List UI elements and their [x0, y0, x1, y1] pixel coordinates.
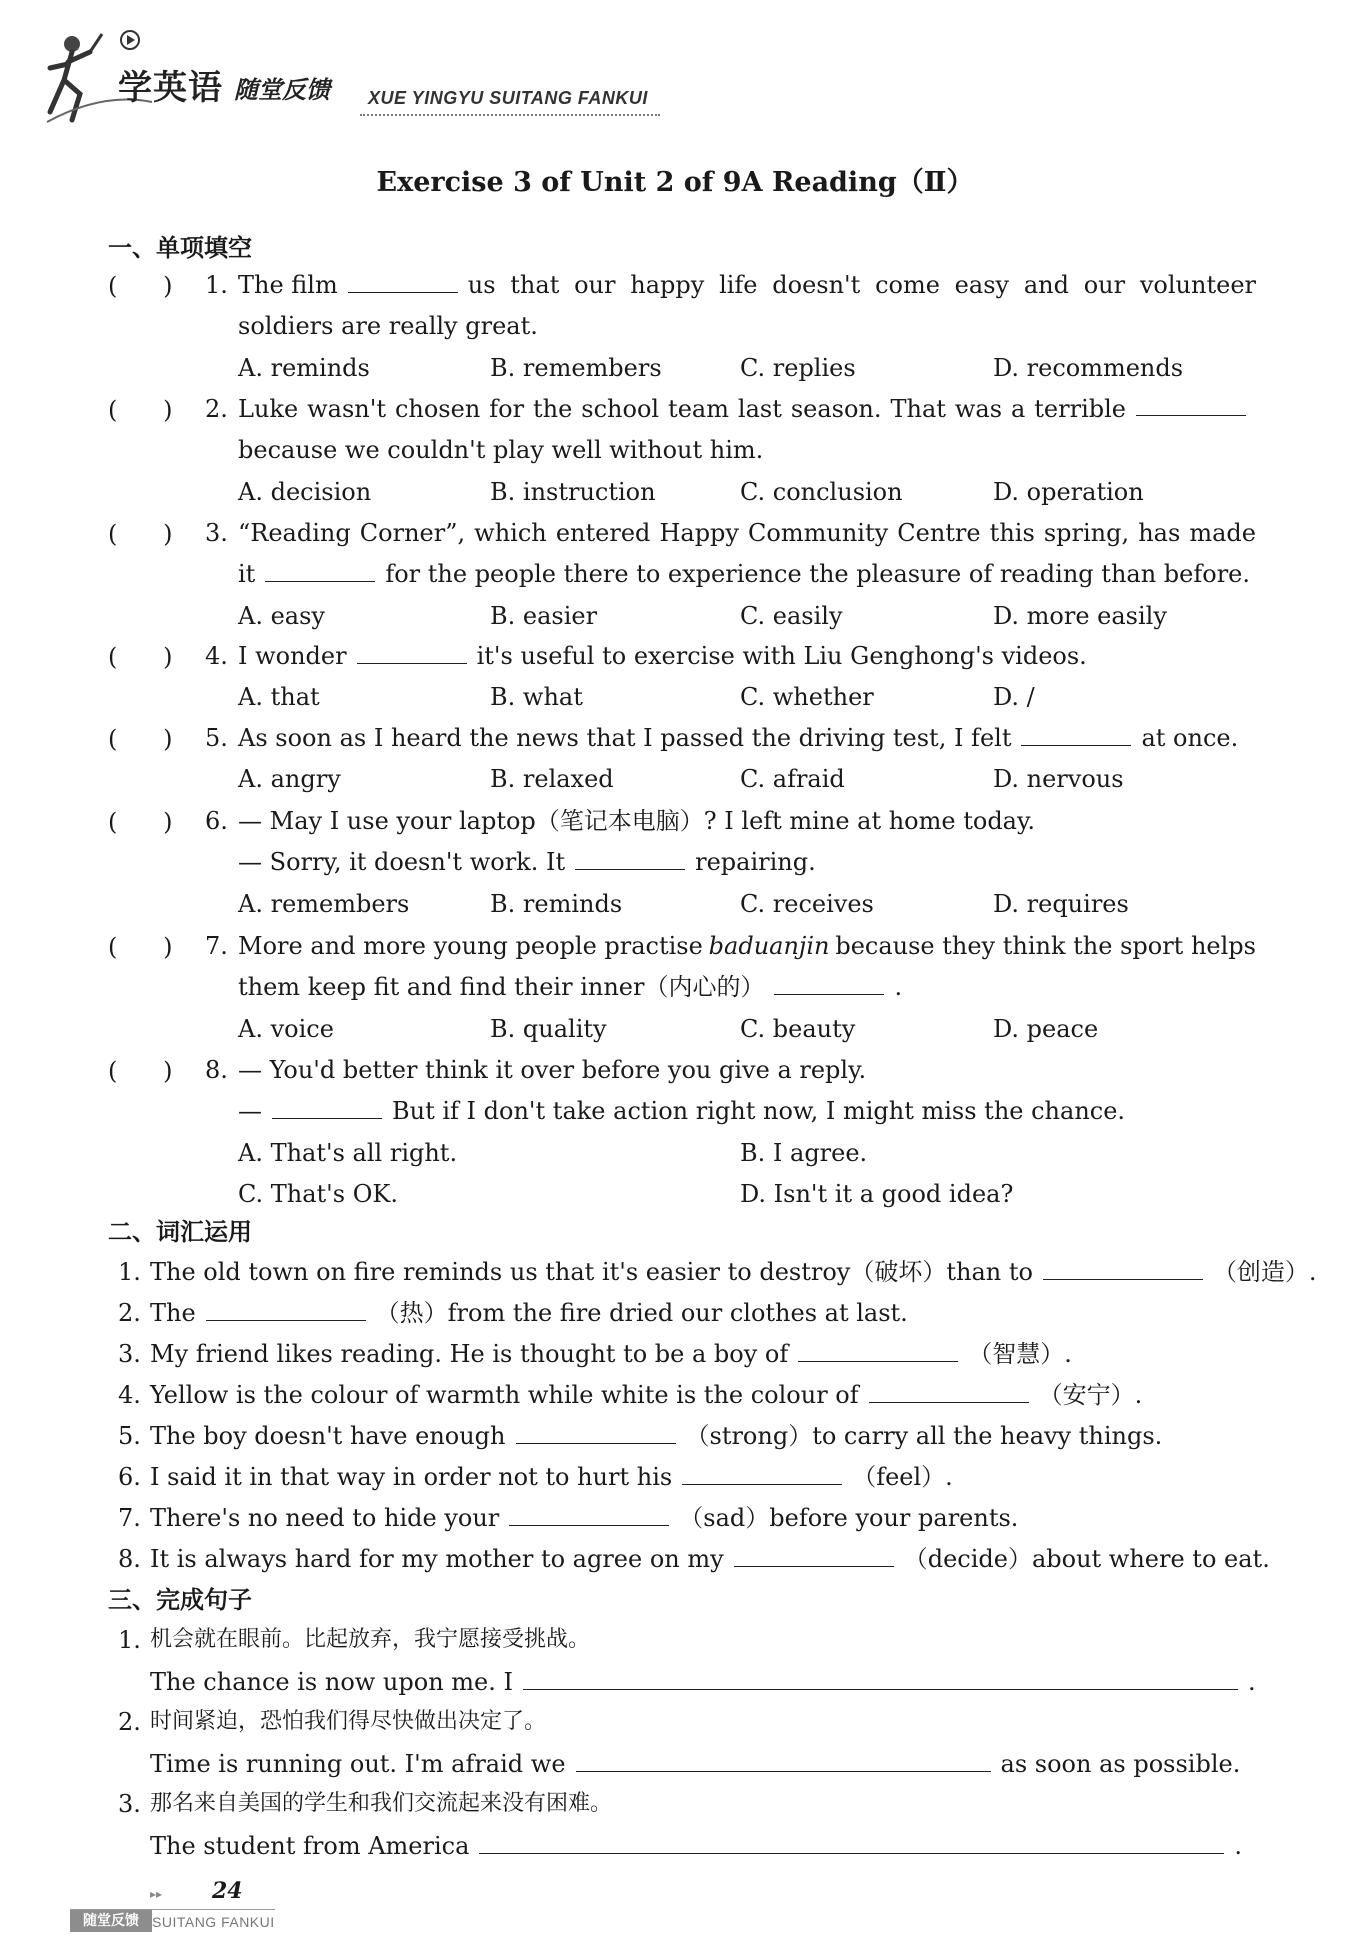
chinese-prompt: 时间紧迫，恐怕我们得尽快做出决定了。 [150, 1709, 547, 1734]
option-c[interactable]: C. conclusion [740, 478, 903, 506]
stem-text: . [894, 973, 903, 1001]
translation-line [150, 1666, 1256, 1698]
vocab-line [150, 1543, 1270, 1575]
stem-text: （strong）to carry all the heavy things. [685, 1422, 1163, 1450]
question-line [238, 640, 1087, 672]
stem-text: — You'd better think it over before you give a reply. [238, 1056, 867, 1084]
page-arrow-icon: ▸▸ [150, 1887, 163, 1901]
stem-text: Yellow is the colour of warmth while white is the colour of [150, 1381, 859, 1409]
stem-text: （安宁）. [1038, 1381, 1143, 1409]
item-number: 7. [118, 1504, 141, 1532]
item-number: 1. [118, 1258, 141, 1286]
item-number: 3. [118, 1340, 141, 1368]
answer-paren[interactable]: ( ) [108, 1057, 173, 1085]
stem-text: us that our happy life doesn't come easy and our volunteer [467, 271, 1256, 299]
option-c[interactable]: C. receives [740, 890, 874, 918]
answer-blank[interactable] [1021, 723, 1131, 746]
stem-text: More and more young people practise [238, 932, 703, 960]
answer-paren[interactable]: ( ) [108, 933, 173, 961]
stem-text: Luke wasn't chosen for the school team last season. That was a terrible [238, 395, 1126, 423]
question-line [238, 1054, 866, 1086]
option-c[interactable]: C. easily [740, 602, 843, 630]
translation-line [150, 1748, 1240, 1780]
stem-text: I wonder [238, 642, 347, 670]
option-d[interactable]: D. recommends [993, 354, 1184, 382]
option-a[interactable]: A. that [238, 683, 320, 711]
question-line [238, 310, 538, 342]
option-d[interactable]: D. requires [993, 890, 1129, 918]
answer-blank[interactable] [682, 1462, 842, 1485]
stem-text: （feel）. [852, 1463, 953, 1491]
stem-text: （sad）before your parents. [679, 1504, 1019, 1532]
option-a[interactable]: A. voice [238, 1015, 334, 1043]
option-c[interactable]: C. beauty [740, 1015, 856, 1043]
page-title: Exercise 3 of Unit 2 of 9A Reading（Ⅱ） [376, 167, 974, 198]
item-number: 2. [118, 1299, 141, 1327]
question-line [238, 846, 816, 878]
stem-text: （decide）about where to eat. [903, 1545, 1270, 1573]
stem-text: The boy doesn't have enough [150, 1422, 506, 1450]
vocab-line [150, 1297, 908, 1329]
stem-text: . [1248, 1668, 1256, 1696]
vocab-line [150, 1338, 1072, 1370]
vocab-line [150, 1502, 1018, 1534]
chinese-prompt: 机会就在眼前。比起放弃，我宁愿接受挑战。 [150, 1627, 591, 1652]
question-line [238, 971, 902, 1003]
option-b[interactable]: B. I agree. [740, 1139, 868, 1167]
question-line [238, 722, 1238, 754]
vocab-line [150, 1379, 1142, 1411]
footer-badge: 随堂反馈 [70, 1910, 152, 1932]
stem-italic: baduanjin [708, 932, 830, 960]
stem-text: them keep fit and find their inner（内心的） [238, 973, 765, 1001]
question-number: 3. [205, 519, 228, 547]
answer-blank[interactable] [1043, 1257, 1203, 1280]
option-d[interactable]: D. more easily [993, 602, 1167, 630]
stem-text: — May I use your laptop（笔记本电脑）? I left mine at home today. [238, 807, 1035, 835]
page-number: 24 [212, 1878, 243, 1904]
footer-badge-en: SUITANG FANKUI [152, 1914, 275, 1930]
answer-paren[interactable]: ( ) [108, 520, 173, 548]
question-line [238, 930, 1256, 962]
stem-text: soldiers are really great. [238, 312, 538, 340]
question-number: 1. [205, 271, 228, 299]
chinese-prompt: 那名来自美国的学生和我们交流起来没有困难。 [150, 1791, 613, 1816]
stem-text [468, 269, 1256, 301]
stem-text: “Reading Corner”, which entered Happy Community Centre this spring, has made [238, 519, 1256, 547]
header-dotted-line [360, 114, 660, 116]
question-number: 7. [205, 932, 228, 960]
answer-blank[interactable] [509, 1503, 669, 1526]
item-number: 1. [118, 1626, 141, 1654]
option-d[interactable]: D. operation [993, 478, 1144, 506]
stem-text: The student from America [150, 1832, 470, 1860]
answer-blank[interactable] [348, 270, 458, 293]
stem-text: It is always hard for my mother to agree on my [150, 1545, 724, 1573]
option-d[interactable]: D. Isn't it a good idea? [740, 1180, 1014, 1208]
stem-text: repairing. [695, 848, 816, 876]
question-line [238, 269, 1256, 301]
answer-blank[interactable] [206, 1298, 366, 1321]
header-brand-sub: 随堂反馈 [234, 76, 330, 104]
answer-blank[interactable] [357, 641, 467, 664]
answer-line[interactable] [479, 1831, 1224, 1854]
question-number: 8. [205, 1056, 228, 1084]
stem-text: As soon as I heard the news that I passed the driving test, I felt [238, 724, 1012, 752]
answer-line[interactable] [523, 1667, 1238, 1690]
option-b[interactable]: B. what [490, 683, 583, 711]
stem-text: （智慧）. [968, 1340, 1072, 1368]
option-a[interactable]: A. remembers [238, 890, 410, 918]
option-a[interactable]: A. easy [238, 602, 325, 630]
stem-text: My friend likes reading. He is thought to be a boy of [150, 1340, 789, 1368]
option-a[interactable]: A. reminds [238, 354, 370, 382]
stem-text: （创造）. [1212, 1258, 1317, 1286]
stem-text: as soon as possible. [1000, 1750, 1241, 1778]
stem-text: because they think the sport helps [835, 932, 1256, 960]
option-b[interactable]: B. instruction [490, 478, 656, 506]
stem-text: at once. [1141, 724, 1239, 752]
question-number: 2. [205, 395, 228, 423]
item-number: 2. [118, 1708, 141, 1736]
answer-blank[interactable] [869, 1380, 1029, 1403]
stem-text: — [238, 1097, 262, 1125]
question-line [238, 1095, 1125, 1127]
section-heading: 二、词汇运用 [108, 1218, 252, 1246]
stem-text: it's useful to exercise with Liu Genghong's videos. [476, 642, 1087, 670]
option-a[interactable]: A. decision [238, 478, 372, 506]
question-line [238, 805, 1035, 837]
answer-line[interactable] [576, 1749, 991, 1772]
stem-text: for the people there to experience the pleasure of reading than before. [385, 560, 1250, 588]
item-number: 5. [118, 1422, 141, 1450]
option-b[interactable]: B. remembers [490, 354, 662, 382]
question-stem [238, 269, 468, 301]
option-c[interactable]: C. whether [740, 683, 874, 711]
item-number: 8. [118, 1545, 141, 1573]
option-c[interactable]: C. replies [740, 354, 856, 382]
vocab-line [150, 1461, 953, 1493]
option-d[interactable]: D. peace [993, 1015, 1099, 1043]
option-b[interactable]: B. relaxed [490, 765, 614, 793]
answer-blank[interactable] [1136, 393, 1246, 416]
option-b[interactable]: B. easier [490, 602, 598, 630]
answer-blank[interactable] [774, 972, 884, 995]
stem-text: — Sorry, it doesn't work. It [238, 848, 566, 876]
question-number: 6. [205, 807, 228, 835]
question-number: 4. [205, 642, 228, 670]
translation-line [150, 1830, 1242, 1862]
stem-text: （热）from the fire dried our clothes at last. [375, 1299, 908, 1327]
answer-blank[interactable] [265, 559, 375, 582]
stem-text: The chance is now upon me. I [150, 1668, 513, 1696]
stem-text: because we couldn't play well without him. [238, 436, 764, 464]
answer-blank[interactable] [734, 1544, 894, 1567]
question-line [238, 517, 1256, 549]
stem-text: The [150, 1299, 196, 1327]
answer-blank[interactable] [516, 1421, 676, 1444]
stem-text: But if I don't take action right now, I might miss the chance. [392, 1097, 1126, 1125]
item-number: 3. [118, 1790, 141, 1818]
section-heading: 三、完成句子 [108, 1586, 252, 1614]
option-c[interactable]: C. afraid [740, 765, 845, 793]
vocab-line [150, 1420, 1162, 1452]
stem-text: it [238, 560, 256, 588]
question-line [238, 558, 1250, 590]
stem-text: . [1234, 1832, 1243, 1860]
option-b[interactable]: B. reminds [490, 890, 623, 918]
stem-text: I said it in that way in order not to hurt his [150, 1463, 673, 1491]
stem-text: There's no need to hide your [150, 1504, 500, 1532]
answer-blank[interactable] [272, 1096, 382, 1119]
answer-blank[interactable] [575, 847, 685, 870]
header-subtitle: XUE YINGYU SUITANG FANKUI [368, 88, 648, 108]
answer-paren[interactable]: ( ) [108, 272, 173, 300]
stem-text: The old town on fire reminds us that it's easier to destroy（破坏）than to [150, 1258, 1033, 1286]
stem-text: Time is running out. I'm afraid we [150, 1750, 566, 1778]
option-d[interactable]: D. / [993, 683, 1035, 711]
answer-paren[interactable]: ( ) [108, 725, 173, 753]
section-heading: 一、单项填空 [108, 234, 252, 262]
item-number: 6. [118, 1463, 141, 1491]
option-b[interactable]: B. quality [490, 1015, 607, 1043]
option-c[interactable]: C. That's OK. [238, 1180, 398, 1208]
option-a[interactable]: A. angry [238, 765, 341, 793]
answer-blank[interactable] [798, 1339, 958, 1362]
answer-paren[interactable]: ( ) [108, 808, 173, 836]
header-brand: 学英语 [118, 68, 223, 108]
question-line [238, 434, 763, 466]
option-a[interactable]: A. That's all right. [238, 1139, 458, 1167]
vocab-line [150, 1256, 1317, 1288]
item-number: 4. [118, 1381, 141, 1409]
question-number: 5. [205, 724, 228, 752]
stem-text: The film [238, 271, 338, 299]
answer-paren[interactable]: ( ) [108, 643, 173, 671]
answer-paren[interactable]: ( ) [108, 396, 173, 424]
question-line [238, 393, 1256, 425]
option-d[interactable]: D. nervous [993, 765, 1124, 793]
